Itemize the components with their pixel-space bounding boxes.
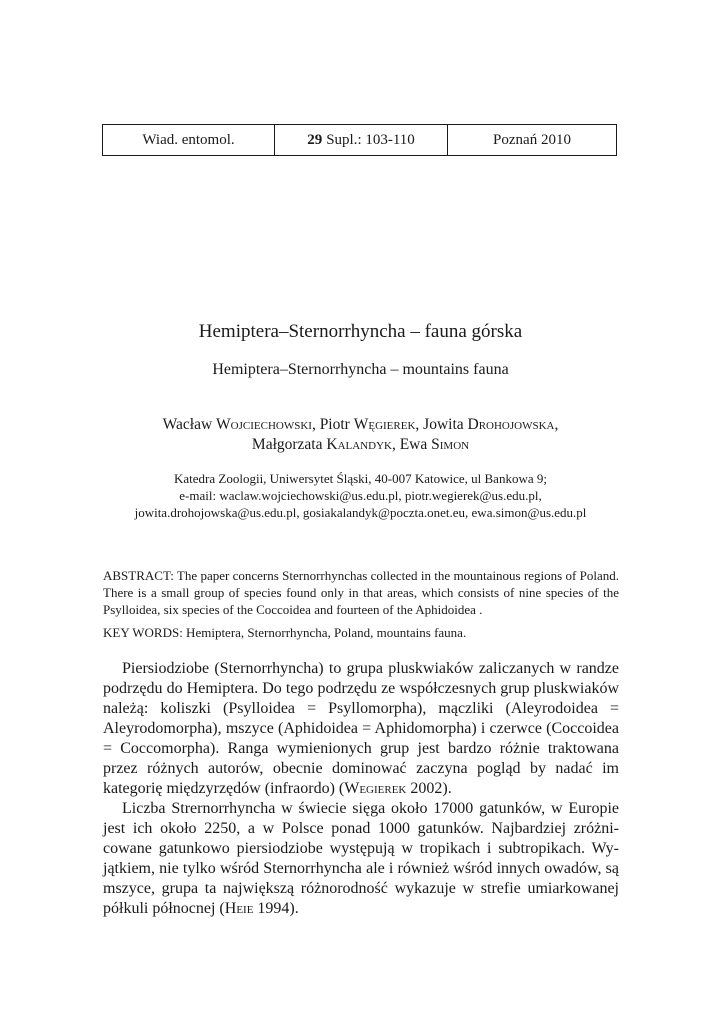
affiliation-block	[0, 470, 721, 521]
citation-author: Heie	[224, 900, 254, 917]
author-first-name: , Piotr	[311, 416, 354, 433]
citation-author: Wegierek	[344, 780, 407, 797]
author-first-name: Małgorzata	[251, 436, 327, 453]
paper-title: Hemiptera–Sternorrhyncha – fauna górska	[198, 321, 523, 342]
paragraph-text: Piersiodziobe (Sternorrhyncha) to grupa pluskwiaków zaliczanych w randze podrzędu do Hemiptera. Do tego podrzędu ze współczesnych grup pluskwiaków należą: koliszki (Psylloidea = Psyllomorpha), mączliki (Aleyrodoidea = Aleyrodomorpha), mszyce (Aphidoidea = Aphidomorpha) i czerwce (Coccoidea = Coccomorpha). Ranga wymienionych grup jest bardzo różnie traktowana przez różnych autorów, obecnie dominować zaczyna pogląd by nadać im kategorię międzyrzędów (infraordo) (	[103, 660, 619, 797]
author-surname: Drohojowska	[467, 416, 555, 433]
author-surname: Węgierek	[353, 416, 416, 433]
key-words: KEY WORDS: Hemiptera, Sternorrhyncha, Poland, mountains fauna.	[103, 625, 467, 640]
supplement-pages: Supl.: 103-110	[326, 131, 415, 148]
citation-year: 2002).	[406, 780, 452, 797]
author-surname: Wojciechowski	[216, 416, 312, 433]
paragraph-text: Liczba Strernorrhyncha w świecie sięga około 17000 gatunków, w Europie jest ich około 2250, a w Polsce ponad 1000 gatunków. Najbardziej zróżnicowane gatunkowo piersiodziobe występują w tropikach i subtropikach. Wyjątkiem, nie tylko wśród Sternorrhyncha ale i również wśród innych owadów, są mszyce, grupa ta największą różnorodność wykazuje w strefie umiarkowanej półkuli północnej (	[103, 800, 619, 917]
author-surname: Simon	[431, 436, 470, 453]
paragraph	[103, 799, 619, 919]
affiliation-emails: jowita.drohojowska@us.edu.pl, gosiakalandyk@poczta.onet.eu, ewa.simon@us.edu.pl	[134, 505, 587, 520]
volume-cell	[275, 125, 448, 155]
author-separator: ,	[554, 416, 559, 433]
paper-subtitle: Hemiptera–Sternorrhyncha – mountains fauna	[212, 361, 509, 378]
affiliation-address: Katedra Zoologii, Uniwersytet Śląski, 40-007 Katowice, ul Bankowa 9;	[174, 471, 547, 486]
place-year-text: Poznań 2010	[493, 131, 571, 148]
citation-year: 1994).	[253, 900, 299, 917]
author-line-2	[0, 435, 721, 455]
author-first-name: , Jowita	[415, 416, 468, 433]
body-text	[103, 659, 619, 919]
abstract: ABSTRACT: The paper concerns Sternorrhynchas collected in the mountainous regions of Poland. There is a small group of species found only in that areas, which consists of nine species of the Psylloidea, six species of the Coccoidea and fourteen of the Aphidoidea .	[103, 568, 619, 617]
paragraph	[103, 659, 619, 799]
journal-header-box	[102, 124, 617, 156]
author-first-name: Wacław	[162, 416, 217, 433]
place-year	[448, 125, 616, 155]
journal-name	[103, 125, 275, 155]
journal-name-text: Wiad. entomol.	[142, 131, 235, 148]
affiliation-emails: e-mail: waclaw.wojciechowski@us.edu.pl, piotr.wegierek@us.edu.pl,	[179, 488, 542, 503]
author-first-name: , Ewa	[391, 436, 432, 453]
author-surname: Kalandyk	[326, 436, 392, 453]
author-list	[0, 415, 721, 455]
volume-number: 29	[307, 131, 323, 148]
author-line-1	[0, 415, 721, 435]
